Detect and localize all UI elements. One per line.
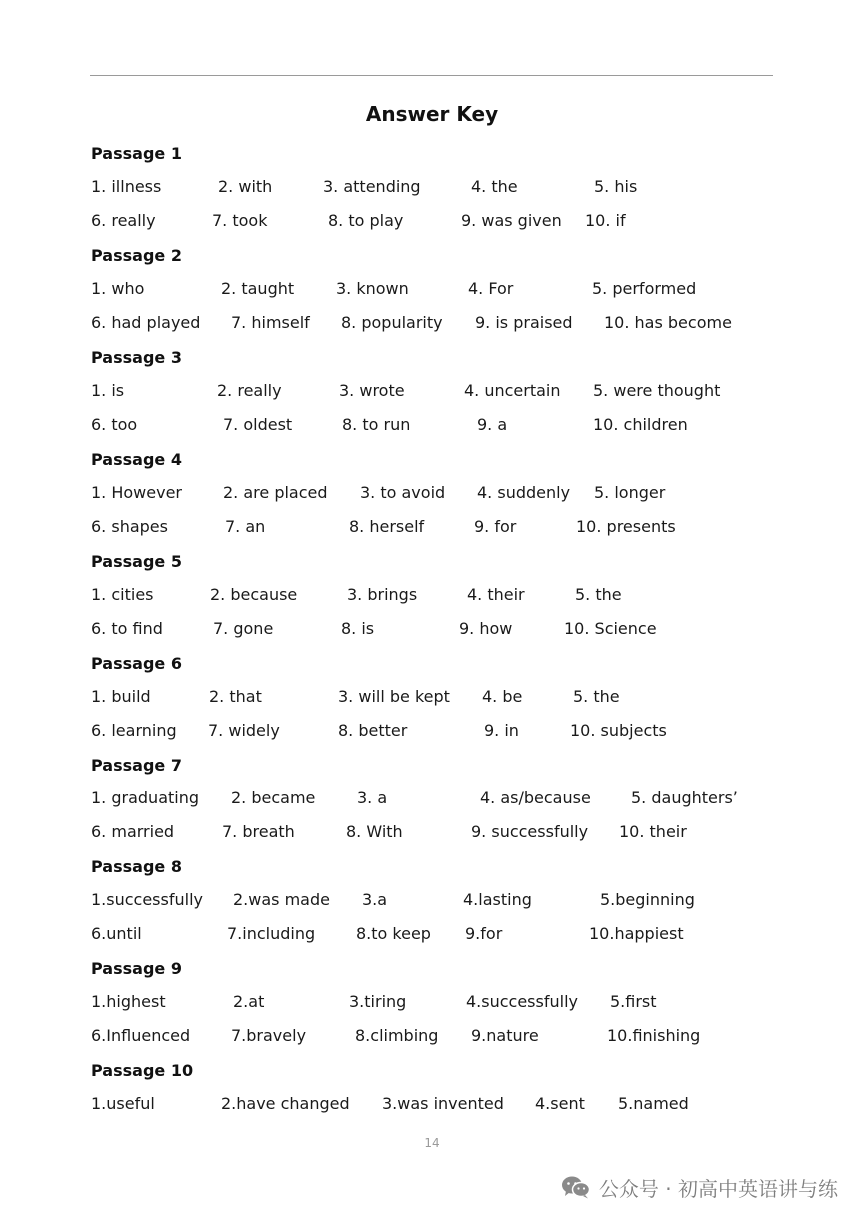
answer-row	[0, 990, 864, 1014]
passage-heading: Passage 3	[91, 348, 182, 367]
answer-row	[0, 786, 864, 810]
wechat-icon	[561, 1175, 591, 1199]
answer-item: 2.have changed	[221, 1094, 350, 1113]
answer-row	[0, 277, 864, 301]
answer-item: 10. subjects	[570, 721, 667, 740]
passage-heading: Passage 8	[91, 857, 182, 876]
answer-item: 6. to find	[91, 619, 163, 638]
answer-item: 4.lasting	[463, 890, 532, 909]
answer-item: 1. cities	[91, 585, 154, 604]
answer-row	[0, 1092, 864, 1116]
answer-item: 3. to avoid	[360, 483, 446, 502]
answer-row	[0, 583, 864, 607]
answer-row	[0, 413, 864, 437]
answer-item: 5. his	[594, 177, 638, 196]
answer-item: 5.first	[610, 992, 657, 1011]
answer-item: 7. took	[212, 211, 268, 230]
top-divider	[90, 75, 773, 76]
answer-item: 5. longer	[594, 483, 666, 502]
answer-item: 4.sent	[535, 1094, 585, 1113]
answer-item: 1. build	[91, 687, 151, 706]
answer-item: 6. really	[91, 211, 156, 230]
answer-item: 6. had played	[91, 313, 201, 332]
answer-item: 3. will be kept	[338, 687, 450, 706]
passage-heading: Passage 5	[91, 552, 182, 571]
watermark	[561, 1173, 838, 1201]
answer-item: 10. children	[593, 415, 688, 434]
passage-heading: Passage 2	[91, 246, 182, 265]
answer-item: 4. For	[468, 279, 514, 298]
answer-item: 3. brings	[347, 585, 418, 604]
answer-item: 8. better	[338, 721, 408, 740]
answer-item: 8. herself	[349, 517, 425, 536]
answer-item: 9.for	[465, 924, 503, 943]
answer-row	[0, 617, 864, 641]
answer-item: 4. their	[467, 585, 525, 604]
answer-item: 5.beginning	[600, 890, 695, 909]
answer-item: 9. how	[459, 619, 513, 638]
answer-item: 6.until	[91, 924, 142, 943]
answer-item: 10. Science	[564, 619, 657, 638]
answer-item: 9.nature	[471, 1026, 539, 1045]
answer-item: 4.successfully	[466, 992, 578, 1011]
answer-row	[0, 820, 864, 844]
answer-item: 7. breath	[222, 822, 295, 841]
answer-item: 2. taught	[221, 279, 295, 298]
answer-item: 7. oldest	[223, 415, 293, 434]
answer-item: 5. were thought	[593, 381, 721, 400]
answer-item: 2. that	[209, 687, 262, 706]
answer-item: 4. uncertain	[464, 381, 561, 400]
answer-item: 3. wrote	[339, 381, 405, 400]
answer-item: 1. However	[91, 483, 182, 502]
answer-item: 3. attending	[323, 177, 421, 196]
answer-item: 6. shapes	[91, 517, 168, 536]
watermark-text: 公众号 · 初高中英语讲与练	[598, 1176, 838, 1201]
answer-item: 1. is	[91, 381, 125, 400]
answer-item: 2.at	[233, 992, 265, 1011]
answer-row	[0, 311, 864, 335]
answer-row	[0, 719, 864, 743]
answer-item: 1.useful	[91, 1094, 155, 1113]
answer-item: 2. really	[217, 381, 282, 400]
answer-item: 10. has become	[604, 313, 732, 332]
answer-item: 1. graduating	[91, 788, 200, 807]
answer-item: 6. too	[91, 415, 138, 434]
answer-item: 8. is	[341, 619, 375, 638]
passage-heading: Passage 4	[91, 450, 182, 469]
passage-heading: Passage 1	[91, 144, 182, 163]
answer-item: 2. are placed	[223, 483, 328, 502]
answer-item: 1. illness	[91, 177, 162, 196]
answer-item: 7. an	[225, 517, 266, 536]
answer-row	[0, 175, 864, 199]
answer-item: 8. popularity	[341, 313, 443, 332]
answer-item: 7.bravely	[231, 1026, 307, 1045]
answer-item: 10.finishing	[607, 1026, 701, 1045]
answer-item: 4. as/because	[480, 788, 591, 807]
answer-item: 10. if	[585, 211, 626, 230]
answer-item: 10. presents	[576, 517, 676, 536]
answer-row	[0, 1024, 864, 1048]
answer-item: 6.Influenced	[91, 1026, 191, 1045]
answer-item: 6. married	[91, 822, 175, 841]
answer-item: 5. the	[575, 585, 622, 604]
answer-item: 10. their	[619, 822, 687, 841]
answer-item: 5. the	[573, 687, 620, 706]
answer-item: 8.climbing	[355, 1026, 439, 1045]
answer-item: 3.was invented	[382, 1094, 504, 1113]
answer-item: 2. became	[231, 788, 316, 807]
answer-row	[0, 922, 864, 946]
answer-item: 9. a	[477, 415, 508, 434]
answer-item: 9. in	[484, 721, 519, 740]
answer-item: 9. successfully	[471, 822, 589, 841]
passage-heading: Passage 10	[91, 1061, 194, 1080]
answer-item: 8. to run	[342, 415, 411, 434]
answer-item: 4. suddenly	[477, 483, 571, 502]
answer-item: 2.was made	[233, 890, 330, 909]
answer-row	[0, 515, 864, 539]
answer-item: 7. gone	[213, 619, 274, 638]
answer-row	[0, 685, 864, 709]
passage-heading: Passage 6	[91, 654, 182, 673]
answer-item: 3. a	[357, 788, 388, 807]
answer-item: 9. was given	[461, 211, 562, 230]
answer-item: 7.including	[227, 924, 316, 943]
answer-item: 4. be	[482, 687, 523, 706]
answer-item: 8.to keep	[356, 924, 431, 943]
answer-item: 4. the	[471, 177, 518, 196]
passage-heading: Passage 7	[91, 756, 182, 775]
answer-item: 1. who	[91, 279, 145, 298]
answer-item: 8. to play	[328, 211, 404, 230]
answer-item: 1.successfully	[91, 890, 203, 909]
answer-item: 3. known	[336, 279, 409, 298]
answer-item: 9. is praised	[475, 313, 573, 332]
page-number: 14	[424, 1136, 440, 1150]
answer-item: 9. for	[474, 517, 517, 536]
answer-item: 1.highest	[91, 992, 166, 1011]
answer-item: 2. with	[218, 177, 273, 196]
answer-item: 5. daughters’	[631, 788, 738, 807]
answer-row	[0, 481, 864, 505]
answer-item: 7. widely	[208, 721, 280, 740]
answer-item: 6. learning	[91, 721, 177, 740]
answer-row	[0, 888, 864, 912]
answer-item: 5. performed	[592, 279, 697, 298]
answer-item: 7. himself	[231, 313, 310, 332]
answer-item: 2. because	[210, 585, 298, 604]
answer-item: 3.a	[362, 890, 388, 909]
answer-item: 10.happiest	[589, 924, 684, 943]
page-title: Answer Key	[365, 102, 499, 126]
answer-item: 3.tiring	[349, 992, 407, 1011]
passage-heading: Passage 9	[91, 959, 182, 978]
answer-item: 5.named	[618, 1094, 689, 1113]
answer-row	[0, 209, 864, 233]
answer-item: 8. With	[346, 822, 403, 841]
answer-row	[0, 379, 864, 403]
